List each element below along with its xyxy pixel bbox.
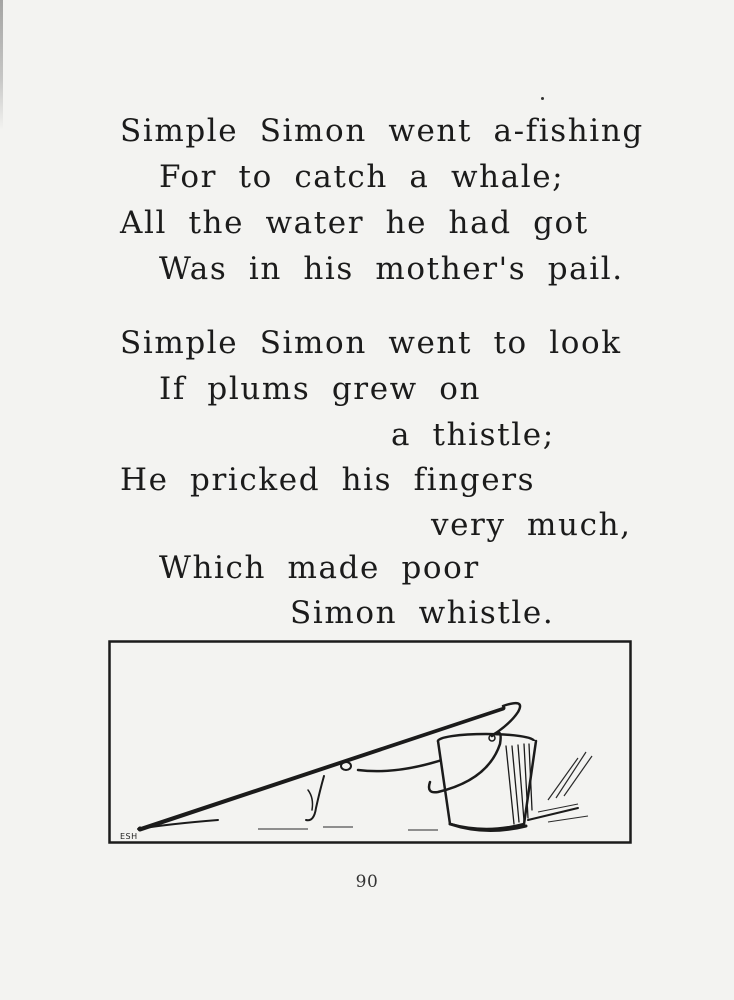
poem-line: Simon whistle. (290, 595, 555, 631)
ink-speck (541, 97, 544, 100)
poem-line: Simple Simon went to look (120, 325, 622, 361)
illustration-drawing (108, 640, 632, 844)
page-edge-shadow (0, 0, 3, 130)
poem-line: Which made poor (159, 550, 480, 586)
poem-line: Was in his mother's pail. (159, 251, 624, 287)
poem-line: If plums grew on (159, 371, 482, 407)
poem-line: very much, (431, 507, 632, 543)
poem-line: All the water he had got (120, 205, 589, 241)
bucket-icon (429, 732, 578, 830)
illustration-frame (108, 640, 632, 844)
page-number: 90 (355, 872, 379, 892)
artist-signature: ESH (120, 832, 138, 841)
poem-line: a thistle; (391, 417, 555, 453)
poem-line: Simple Simon went a-fishing (120, 113, 644, 149)
poem-line: He pricked his fingers (120, 462, 536, 498)
poem-line: For to catch a whale; (159, 159, 565, 195)
shade-strokes (548, 752, 592, 800)
